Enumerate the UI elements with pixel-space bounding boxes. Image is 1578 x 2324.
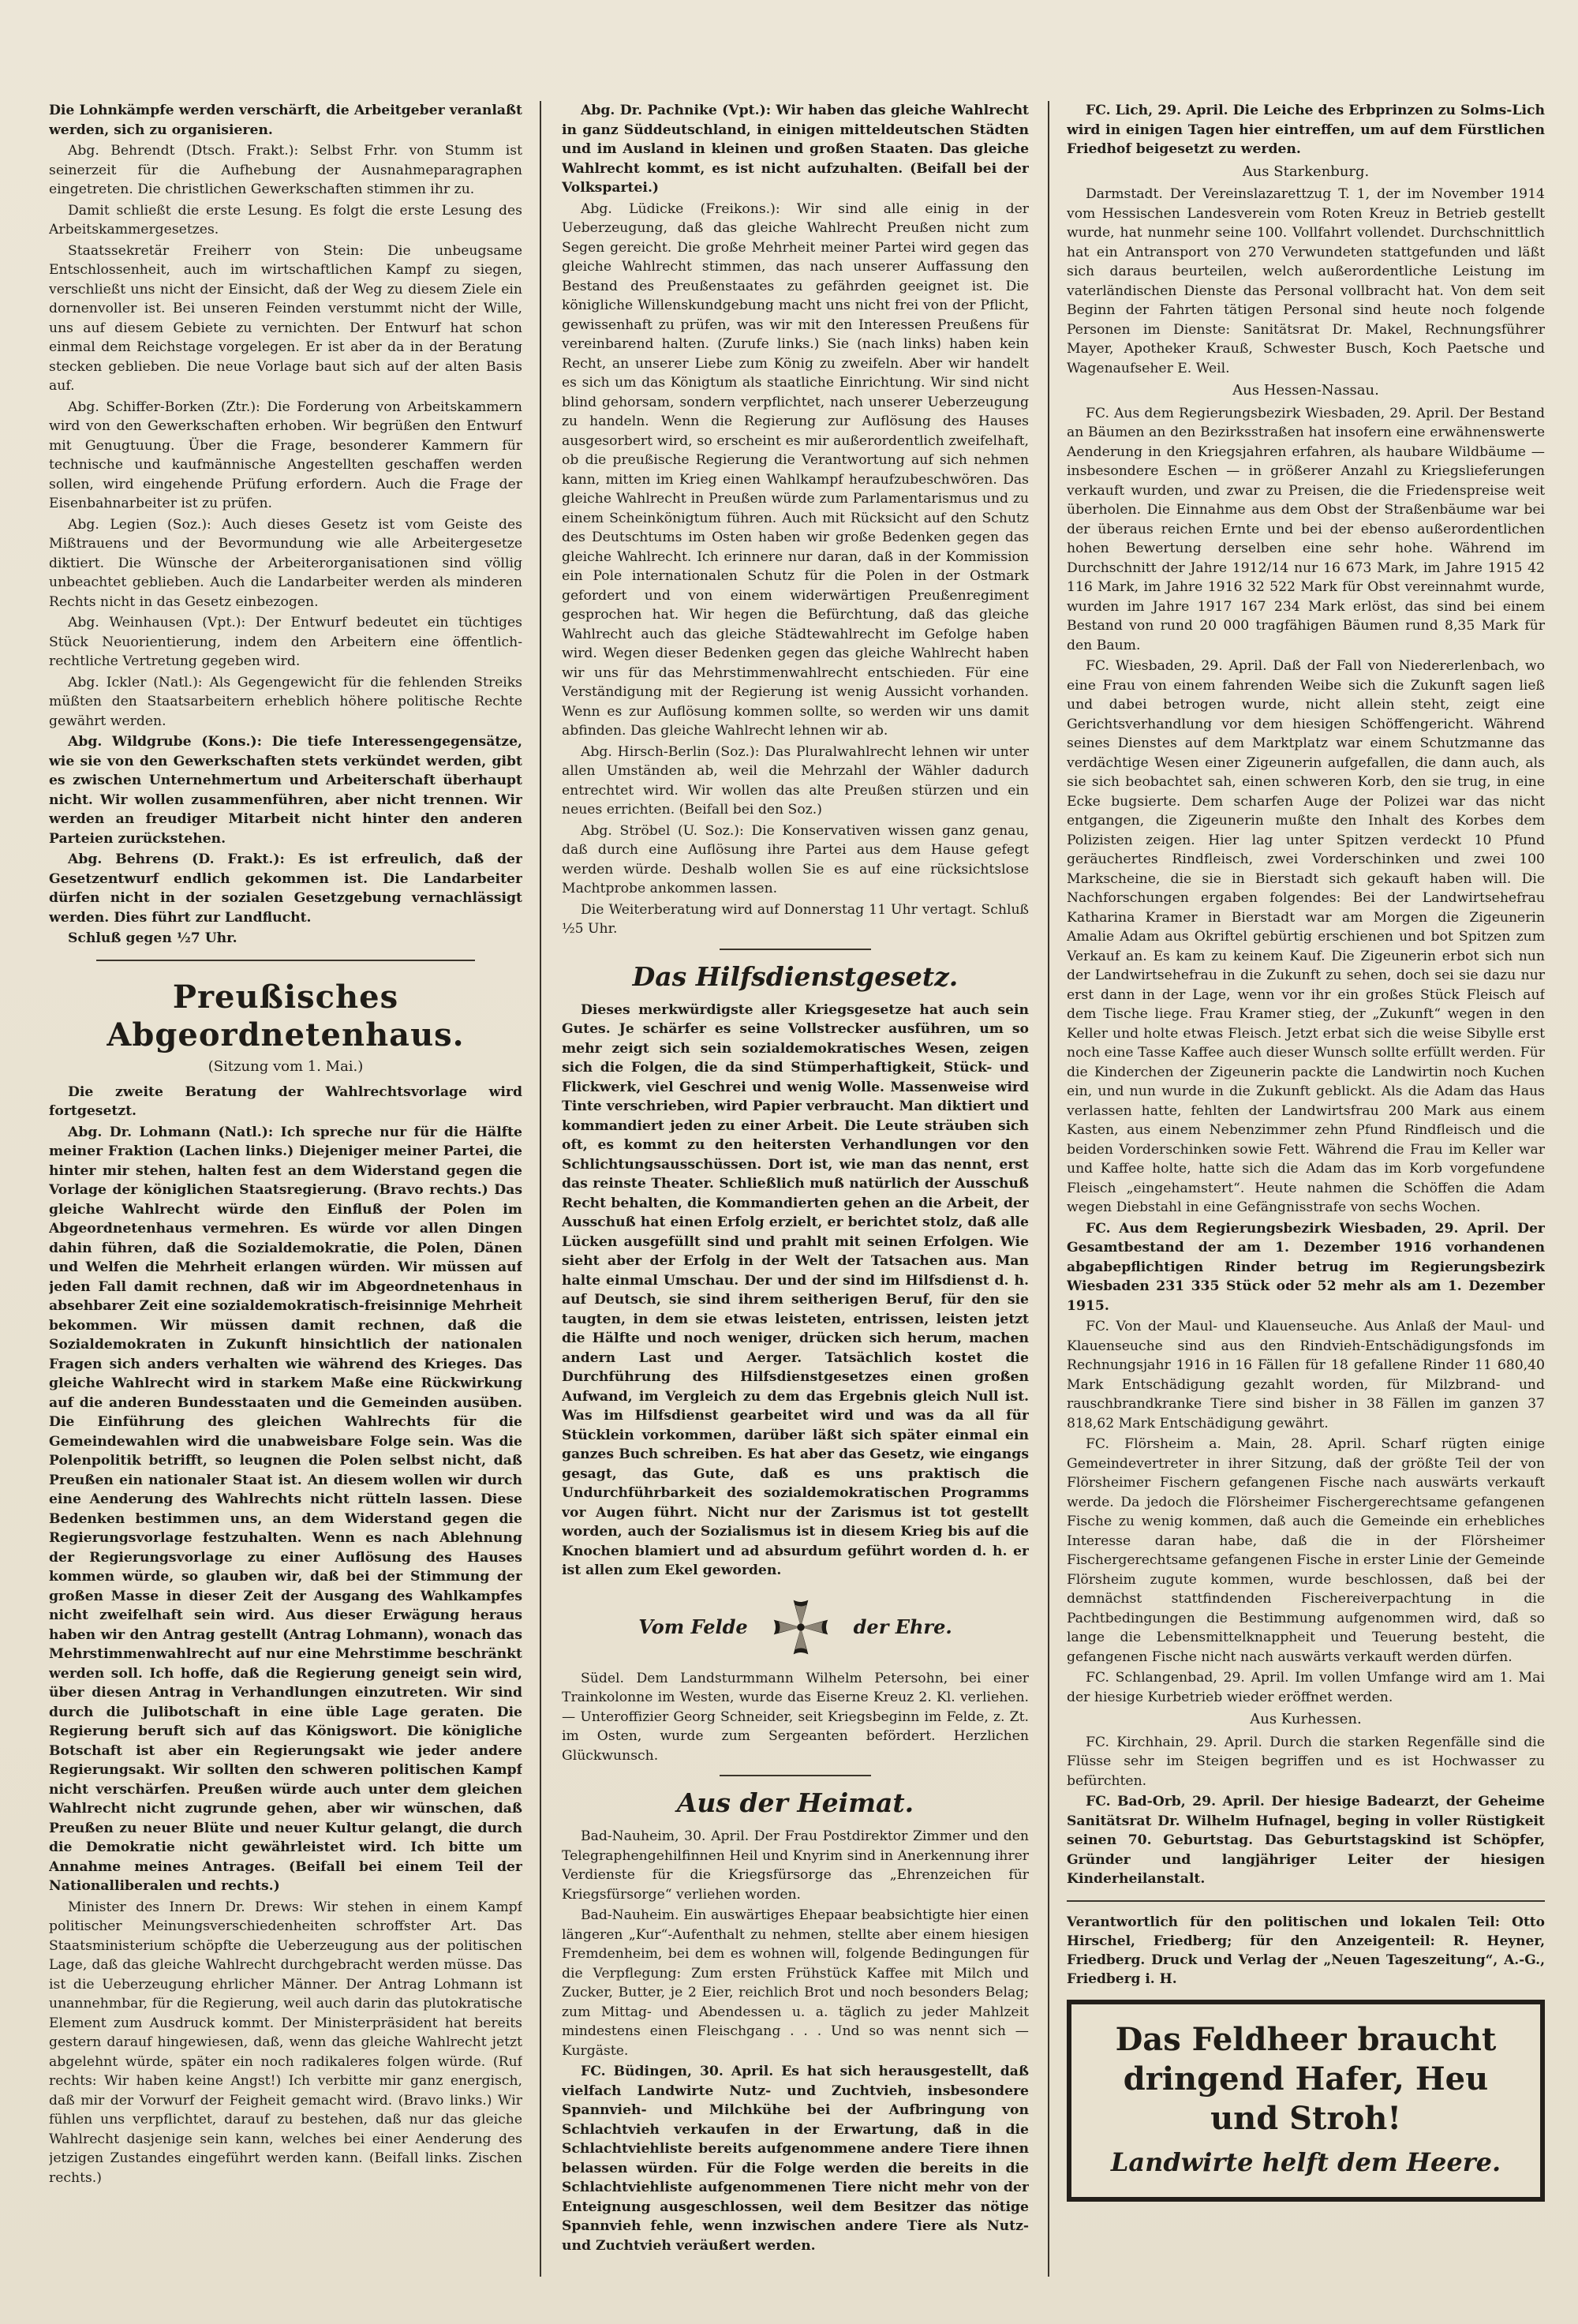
article-paragraph: Bad-Nauheim, 30. April. Der Frau Postdirektor Zimmer und den Telegraphengehilfinnen Heil und Knyrim sind in Anerkennung ihrer Verdienste für die Kriegsfürsorge das „Ehrenzeichen für Kriegsfürsorge“ verliehen worden.: [562, 1828, 1029, 1903]
article-paragraph: FC. Kirchhain, 29. April. Durch die starken Regenfälle sind die Flüsse sehr im Steigen begriffen und es ist Hochwasser zu befürchten.: [1067, 1734, 1545, 1789]
honor-heading-left: Vom Felde: [638, 1615, 748, 1638]
article-paragraph: FC. Büdingen, 30. April. Es hat sich herausgestellt, daß vielfach Landwirte Nutz- und Zuchtvieh, insbesondere Spannvieh- und Milchkühe bei der Aufbringung von Schlachtvieh verkaufen in der Erwartung, daß in die Schlachtviehliste bereits aufgenommene andere Tiere ihnen belassen würden. Für die Folge werden die bereits in die Schlachtviehliste aufgenommenen Tiere nicht mehr von der Enteignung ausgeschlossen, weil dem Besitzer das nötige Spannvieh fehle, wenn inzwischen andere Tiere als Nutz- und Zuchtvieh veräußert werden.: [562, 2064, 1029, 2254]
ad-line: Das Feldheer braucht: [1115, 2020, 1497, 2058]
article-paragraph: Darmstadt. Der Vereinslazarettzug T. 1, der im November 1914 vom Hessischen Landesverein vom Roten Kreuz in Betrieb gestellt wurde, hat nunmehr seine 100. Vollfahrt vollendet. Durchschnittlich hat ein Antransport von 270 Verwundeten stattgefunden und läßt sich daraus beurteilen, welch außerordentliche Leistung im vaterländischen Dienste das Personal vollbracht hat. Von dem seit Beginn der Fahrten tätigen Personal sind heute noch folgende Personen im Dienste: Sanitätsrat Dr. Makel, Rechnungsführer Mayer, Apotheker Krauß, Schwester Busch, Koch Paetsche und Wagenaufseher E. Weil.: [1067, 186, 1545, 376]
section-heading: Das Hilfsdienstgesetz.: [632, 960, 959, 992]
article-paragraph: Die Weiterberatung wird auf Donnerstag 11 Uhr vertagt. Schluß ½5 Uhr.: [562, 901, 1029, 937]
article-paragraph: Abg. Legien (Soz.): Auch dieses Gesetz ist vom Geiste des Mißtrauens und der Bevormundung wie alle Arbeitergesetze diktiert. Die Wünsche der Arbeiterorganisationen sind völlig unbeachtet geblieben. Auch die Landarbeiter werden als minderen Rechts nicht in das Gesetz einbezogen.: [49, 516, 522, 610]
article-paragraph: FC. Aus dem Regierungsbezirk Wiesbaden, 29. April. Der Gesamtbestand der am 1. Dezember 1916 vorhandenen abgabepflichtigen Rinder betrug im Regierungsbezirk Wiesbaden 231 335 Stück oder 52 mehr als am 1. Dezember 1915.: [1067, 1220, 1545, 1314]
article-paragraph: FC. Aus dem Regierungsbezirk Wiesbaden, 29. April. Der Bestand an Bäumen an den Bezirksstraßen hat insofern eine erwähnenswerte Aenderung in den Kriegsjahren erfahren, als haubare Wildbäume — insbesondere Eschen — in größerer Anzahl zu Kriegslieferungen verkauft wurden, und zwar zu Preisen, die die Friedenspreise weit überholen. Die Einnahme aus dem Obst der Straßenbäume war bei der überaus reichen Ernte und bei der ebenso außerordentlichen hohen Bewertung derselben eine sehr hohe. Während im Durchschnitt der Jahre 1912/14 nur 16 673 Mark, im Jahre 1915 42 116 Mark, im Jahre 1916 32 522 Mark für Obst vereinnahmt wurde, wurden im Jahre 1917 167 234 Mark erlöst, das sind bei einem Bestand von rund 20 000 tragfähigen Bäumen rund 8,35 Mark für den Baum.: [1067, 405, 1545, 653]
article-paragraph: Abg. Ickler (Natl.): Als Gegengewicht für die fehlenden Streiks müßten den Staatsarbeitern erheblich höhere politische Rechte gewährt werden.: [49, 674, 522, 729]
article-paragraph: Abg. Behrendt (Dtsch. Frakt.): Selbst Frhr. von Stumm ist seinerzeit für die Aufhebung der Ausnahmeparagraphen eingetreten. Die christlichen Gewerkschaften stimmen ihr zu.: [49, 143, 522, 197]
article-paragraph: Abg. Hirsch-Berlin (Soz.): Das Pluralwahlrecht lehnen wir unter allen Umständen ab, weil die Mehrzahl der Wähler dadurch entrechtet wird. Wir wollen das alte Preußen stürzen und ein neues errichten. (Beifall bei den Soz.): [562, 743, 1029, 818]
closing-line: Schluß gegen ½7 Uhr.: [68, 930, 237, 946]
column-right: [1067, 101, 1545, 2292]
article-paragraph: Minister des Innern Dr. Drews: Wir stehen in einem Kampf politischer Meinungsverschiedenheiten schroffster Art. Das Staatsministerium schöpfte die Ueberzeugung aus der politischen Lage, daß das gleiche Wahlrecht durchgebracht werden müsse. Das ist die Ueberzeugung ehrlicher Männer. Der Antrag Lohmann ist unannehmbar, für die Regierung, weil auch darin das plutokratische Element zum Ausdruck kommt. Der Ministerpräsident hat bereits gestern darauf hingewiesen, daß, wenn das gleiche Wahlrecht jetzt abgelehnt würde, später ein noch radikaleres folgen würde. (Ruf rechts: Wir haben keine Angst!) Ich verbitte mir ganz energisch, daß mir der Vorwurf der Feigheit gemacht wird. (Bravo links.) Wir fühlen uns verpflichtet, darauf zu bestehen, daß nur das gleiche Wahlrecht dasjenige sein kann, welches bei einer Aenderung des jetzigen Zustandes eingeführt werden kann. (Beifall links. Zischen rechts.): [49, 1899, 522, 2186]
column-middle: [562, 101, 1029, 2292]
article-paragraph: FC. Von der Maul- und Klauenseuche. Aus Anlaß der Maul- und Klauenseuche sind aus den Rindvieh-Entschädigungsfonds im Rechnungsjahr 1916 in 16 Fällen für 18 gefallene Rinder 11 680,40 Mark Entschädigung gezahlt worden, für Milzbrand- und rauschbrandkranke Tiere sind bisher in 38 Fällen im ganzen 37 818,62 Mark Entschädigung gewährt.: [1067, 1319, 1545, 1431]
article-paragraph: Bad-Nauheim. Ein auswärtiges Ehepaar beabsichtigte hier einen längeren „Kur“-Aufenthalt zu nehmen, stellte aber einem hiesigen Fremdenheim, bei dem es wohnen will, folgende Bedingungen für die Verpflegung: Zum ersten Frühstück Kaffee mit Milch und Zucker, Butter, je 2 Eier, reichlich Brot und noch besonders Belag; zum Mittag- und Abendessen u. a. täglich zu jeder Mahlzeit mindestens einen Fleischgang . . . Und so was nennt sich — Kurgäste.: [562, 1907, 1029, 2059]
divider: [1067, 1900, 1545, 1902]
article-paragraph: Dieses merkwürdigste aller Kriegsgesetze hat auch sein Gutes. Je schärfer es seine Vollstrecker ausführen, um so mehr zeigt sich sein sozialdemokratisches Wesen, zeigen sich die Folgen, die da sind Stümperhaftigkeit, Stück- und Flickwerk, viel Geschrei und wenig Wolle. Massenweise wird Tinte verschrieben, wird Papier verbraucht. Man diktiert und kommandiert jeden zu einer Arbeit. Die Leute sträuben sich oft, es kommt zu den heitersten Verhandlungen vor den Schlichtungsausschüssen. Dort ist, wie man das nennt, erst das reinste Theater. Schließlich muß natürlich der Ausschuß Recht behalten, die Kommandierten gehen an die Arbeit, der Ausschuß hat einen Erfolg erzielt, er berichtet stolz, daß alle Lücken ausgefüllt sind und prahlt mit seinen Erfolgen. Wie sieht aber der Erfolg in der Welt der Tatsachen aus. Man halte einmal Umschau. Der und der sind im Hilfsdienst d. h. auf Deutsch, sie sind ihrem seitherigen Beruf, für den sie taugten, in dem sie etwas leisteten, entrissen, leisten jetzt die Hälfte und noch weniger, drücken sich herum, machen andern Last und Aerger. Tatsächlich kostet die Durchführung des Hilfsdienstgesetzes einen großen Aufwand, im Vergleich zu dem das Ergebnis gleich Null ist. Was im Hilfsdienst gearbeitet wird und was da all für Stücklein vorkommen, darüber läßt sich später einmal ein ganzes Buch schreiben. Es hat aber das Gesetz, wie eingangs gesagt, das Gute, daß es uns praktisch die Undurchführbarkeit des sozialdemokratischen Programms vor Augen führt. Nicht nur der Zarismus ist tot gestellt worden, auch der Sozialismus ist in diesem Krieg bis auf die Knochen blamiert und ad absurdum geführt worden d. h. er ist allen zum Ekel geworden.: [562, 1001, 1029, 1578]
honor-heading: [562, 1596, 1029, 1658]
column-rule: [1048, 101, 1049, 2277]
column-rule: [540, 101, 541, 2277]
section-heading: Aus der Heimat.: [676, 1787, 914, 1818]
ad-line: dringend Hafer, Heu: [1123, 2060, 1489, 2098]
imprint: Verantwortlich für den politischen und lokalen Teil: Otto Hirschel, Friedberg; für den Anzeigenteil: R. Heyner, Friedberg. Druck und Verlag der „Neuen Tageszeitung“, A.-G., Friedberg i. H.: [1067, 1914, 1545, 1987]
divider: [96, 960, 475, 961]
divider: [720, 1775, 871, 1776]
region-heading: Aus Hessen-Nassau.: [1232, 382, 1379, 399]
article-paragraph: Abg. Behrens (D. Frakt.): Es ist erfreulich, daß der Gesetzentwurf endlich gekommen ist. Die Landarbeiter dürfen nicht in der sozialen Gesetzgebung vernachlässigt werden. Dies führt zur Landflucht.: [49, 851, 522, 926]
region-heading: Aus Starkenburg.: [1242, 163, 1370, 180]
article-paragraph: Damit schließt die erste Lesung. Es folgt die erste Lesung des Arbeitskammergesetzes.: [49, 202, 522, 238]
article-paragraph: Staatssekretär Freiherr von Stein: Die unbeugsame Entschlossenheit, auch im wirtschaftlichen Kampf zu siegen, verschließt uns nicht der Einsicht, daß der Weg zu diesem Ziele ein dornenvoller ist. Bei unseren Feinden verstummt nicht der Wille, uns auf diesem Gebiete zu vernichten. Der Entwurf hat schon einmal dem Reichstage vorgelegen. Er ist aber da in der Beratung stecken geblieben. Die neue Vorlage baut sich auf der alten Basis auf.: [49, 242, 522, 394]
article-paragraph: FC. Bad-Orb, 29. April. Der hiesige Badearzt, der Geheime Sanitätsrat Dr. Wilhelm Hufnagel, beging in voller Rüstigkeit seinen 70. Geburtstag. Das Geburtstagskind ist Schöpfer, Gründer und langjähriger Leiter der hiesigen Kinderheilanstalt.: [1067, 1794, 1545, 1887]
column-left: [49, 101, 522, 2292]
article-paragraph: FC. Flörsheim a. Main, 28. April. Scharf rügten einige Gemeindevertreter in ihrer Sitzung, daß der größte Teil der von Flörsheimer Fischern gefangenen Fische nach auswärts verkauft werde. Da jedoch die Flörsheimer Fischergerechtsame gefangenen Fische zu wenig kommen, daß auch die Gemeinde ein erhebliches Interesse daran habe, daß die in der Flörsheimer Fischergerechtsame gefangenen Fische in erster Linie der Gemeinde Flörsheim zugute kommen, wurde beschlossen, daß bei der demnächst stattfindenden Fischereiverpachtung in die Pachtbedingungen die Bestimmung aufgenommen wird, daß so lange die Lebensmittelknappheit und Teuerung besteht, die gefangenen Fische nicht nach auswärts verkauft werden dürfen.: [1067, 1436, 1545, 1665]
article-paragraph: Abg. Ströbel (U. Soz.): Die Konservativen wissen ganz genau, daß durch eine Auflösung ihre Partei aus dem Hause gefegt werden würde. Deshalb wollen Sie es auf eine rücksichtslose Machtprobe ankommen lassen.: [562, 822, 1029, 896]
article-paragraph: Abg. Lüdicke (Freikons.): Wir sind alle einig in der Ueberzeugung, daß das gleiche Wahlrecht Preußen nicht zum Segen gereicht. Die große Mehrheit meiner Partei wird gegen das gleiche Wahlrecht stimmen, das nach unserer Auffassung den Bestand des Preußenstaates zu gefährden geeignet ist. Die königliche Willenskundgebung macht uns nicht frei von der Pflicht, gewissenhaft zu prüfen, was wir mit den Interessen Preußens für vereinbarend halten. (Zurufe links.) Sie (nach links) haben kein Recht, an unserer Liebe zum König zu zweifeln. Aber wir handelt es sich um das Königtum als staatliche Einrichtung. Wir sind nicht blind gehorsam, sondern verpflichtet, nach unserer Ueberzeugung zu handeln. Wenn die Regierung zur Auflösung des Hauses ausgesorbert wird, so erscheint es mir außerordentlich zweifelhaft, ob die preußische Regierung die Verantwortung auf sich nehmen kann, mitten im Krieg einen Wahlkampf heraufzubeschwören. Das gleiche Wahlrecht in Preußen würde zum Parlamentarismus und zu einem Scheinkönigtum führen. Auch mit Rücksicht auf den Schutz des Deutschtums im Osten haben wir große Bedenken gegen das gleiche Wahlrecht. Ich erinnere nur daran, daß in der Kommission ein Pole internationalen Schutz für die Polen in der Ostmark gefordert und von einem widerwärtigen Preußenregiment gesprochen hat. Wir hegen die Befürchtung, daß das gleiche Wahlrecht auch das gleiche Städtewahlrecht im Gefolge haben wird. Wegen dieser Bedenken gegen das gleiche Wahlrecht haben wir uns für das Mehrstimmenwahlrecht entschieden. Für eine Verständigung mit der Regierung ist wenig Aussicht vorhanden. Wenn es zur Auflösung kommen sollte, so werden wir uns damit abfinden. Das gleiche Wahlrecht lehnen wir ab.: [562, 200, 1029, 739]
section-subheading: (Sitzung vom 1. Mai.): [208, 1057, 364, 1075]
ad-line: Landwirte helft dem Heere.: [1110, 2146, 1501, 2177]
iron-cross-icon: [770, 1596, 832, 1658]
article-paragraph: Die zweite Beratung der Wahlrechtsvorlage wird fortgesetzt.: [49, 1083, 522, 1119]
article-paragraph: Abg. Weinhausen (Vpt.): Der Entwurf bedeutet ein tüchtiges Stück Neuorientierung, indem den Arbeitern eine öffentlich-rechtliche Vertretung gegeben wird.: [49, 615, 522, 669]
article-paragraph: Abg. Wildgrube (Kons.): Die tiefe Interessengegensätze, wie sie von den Gewerkschaften stets verkündet werden, gibt es zwischen Unternehmertum und Arbeiterschaft überhaupt nicht. Wir wollen zusammenführen, aber nicht trennen. Wir werden an freudiger Mitarbeit nicht hinter den anderen Parteien zurückstehen.: [49, 734, 522, 847]
advertisement-box: [1067, 2000, 1545, 2202]
article-paragraph: Abg. Dr. Lohmann (Natl.): Ich spreche nur für die Hälfte meiner Fraktion (Lachen links.) Diejeniger meiner Partei, die hinter mir stehen, halten fest an dem Widerstand gegen die Vorlage der königlichen Staatsregierung. (Bravo rechts.) Das gleiche Wahlrecht würde den Einfluß der Polen im Abgeordnetenhaus vermehren. Es würde vor allen Dingen dahin führen, daß die Sozialdemokratie, die Polen, Dänen und Welfen die Mehrheit erlangen würden. Wir müssen auf jeden Fall damit rechnen, daß wir im Abgeordnetenhaus in absehbarer Zeit eine sozialdemokratisch-freisinnige Mehrheit bekommen. Wir müssen damit rechnen, daß die Sozialdemokraten in Zukunft hinsichtlich der nationalen Fragen sich anders verhalten wie während des Krieges. Das gleiche Wahlrecht wird in starkem Maße eine Rückwirkung auf die anderen Bundesstaaten und die Gemeinden ausüben. Die Einführung des gleichen Wahlrechts für die Gemeindewahlen wird die unabweisbare Folge sein. Was die Polenpolitik betrifft, so leugnen die Polen selbst nicht, daß Preußen ein nationaler Staat ist. An diesem wollen wir durch eine Aenderung des Wahlrechts nicht rütteln lassen. Diese Bedenken bestimmen uns, an dem Widerstand gegen die Regierungsvorlage festzuhalten. Wenn es nach Ablehnung der Regierungsvorlage zu einer Auflösung des Hauses kommen würde, so glauben wir, daß bei der Stimmung der großen Masse in dieser Zeit der Ausgang des Wahlkampfes nicht zweifelhaft sein wird. Aus dieser Erwägung heraus haben wir den Antrag gestellt (Antrag Lohmann), wonach das Mehrstimmenwahlrecht auf nur eine Mehrstimme beschränkt werden soll. Ich hoffe, daß die Regierung geneigt sein wird, über diesen Antrag in Verhandlungen einzutreten. Wir sind durch die Julibotschaft in eine üble Lage geraten. Die Regierung beruft sich auf das Königswort. Die königliche Botschaft ist aber ein Regierungsakt wie jeder andere Regierungsakt. Wir sollten den schweren politischen Kampf nicht verschärfen. Preußen würde auch unter dem gleichen Wahlrecht nicht zugrunde gehen, aber wir wünschen, daß Preußen zu neuer Blüte und neuer Kultur gelangt, die durch die Demokratie nicht gewährleistet wird. Ich bitte um Annahme meines Antrages. (Beifall bei einem Teil der Nationalliberalen und rechts.): [49, 1124, 522, 1894]
ad-line: und Stroh!: [1210, 2099, 1401, 2137]
article-paragraph: FC. Schlangenbad, 29. April. Im vollen Umfange wird am 1. Mai der hiesige Kurbetrieb wieder eröffnet werden.: [1067, 1670, 1545, 1705]
section-heading: Preußisches Abgeordnetenhaus.: [107, 978, 465, 1053]
article-paragraph: Abg. Dr. Pachnike (Vpt.): Wir haben das gleiche Wahlrecht in ganz Süddeutschland, in einigen mitteldeutschen Städten und im Ausland in kleinen und großen Staaten. Das gleiche Wahlrecht kommt, es ist nicht aufzuhalten. (Beifall bei der Volkspartei.): [562, 103, 1029, 196]
article-paragraph: Abg. Schiffer-Borken (Ztr.): Die Forderung von Arbeitskammern wird von den Gewerkschaften erhoben. Wir begrüßen den Entwurf mit Genugtuung. Über die Frage, besonderer Kammern für technische und kaufmännische Angestellten geschaffen werden sollen, wird eingehende Prüfung erfordern. Auch die Frage der Eisenbahnarbeiter ist zu prüfen.: [49, 399, 522, 511]
divider: [720, 949, 871, 950]
region-heading: Aus Kurhessen.: [1250, 1711, 1362, 1727]
article-paragraph: FC. Wiesbaden, 29. April. Daß der Fall von Niedererlenbach, wo eine Frau von einem fahrenden Weibe sich die Zukunft sagen ließ und dabei betrogen wurde, nicht allein steht, zeigt eine Gerichtsverhandlung vor dem hiesigen Schöffengericht. Während seines Dienstes auf dem Marktplatz war einem Schutzmanne das verdächtige Wesen einer Zigeunerin aufgefallen, die dann auch, als sie sich beobachtet sah, einen schweren Korb, den sie trug, in eine Ecke bugsierte. Dem scharfen Auge der Polizei war das nicht entgangen, die Zigeunerin mußte den Inhalt des Korbes dem Polizisten zeigen. Hier lag unter Spitzen verdeckt 10 Pfund geräuchertes Rindfleisch, zwei Vorderschinken und zwei 100 Markscheine, die sie in Bierstadt sich gekauft haben will. Die Nachforschungen ergaben folgendes: Bei der Landwirtsehefrau Katharina Kramer in Bierstadt war am Morgen die Zigeunerin Amalie Adam aus Okriftel gebürtig erschienen und bot Spitzen zum Verkauf an. Es kam zu keinem Kauf. Die Zigeunerin erbot sich nun der Landwirtsehefrau in die Zukunft zu sehen, doch sei sie dazu nur erst dann in der Lage, wenn vor ihr ein großes Stück Fleisch auf dem Tische liege. Frau Kramer stieg, der „Zukunft“ wegen in den Keller und holte etwas Fleisch. Jetzt erbat sich die weise Sibylle erst noch eine Tasse Kaffee auch dieser Wunsch sollte erfüllt werden. Für die Kinderchen der Zigeunerin packte die Landwirtin noch Kuchen ein, und nun wurde in die Zukunft geblickt. Als die Adam das Haus verlassen hatte, fehlten der Landwirtsfrau 200 Mark aus einem Kasten, aus einem Nebenzimmer zehn Pfund Rindfleisch und die beiden Vorderschinken sowie Fett. Während die Frau im Keller war und Kaffee holte, hatte sich die Adam das im Korb vorgefundene Fleisch „eingehamstert“. Heute nahmen die Schöffen die Adam wegen Diebstahl in eine Gefängnisstrafe von sechs Wochen.: [1067, 658, 1545, 1215]
article-paragraph: FC. Lich, 29. April. Die Leiche des Erbprinzen zu Solms-Lich wird in einigen Tagen hier eintreffen, um auf dem Fürstlichen Friedhof beigesetzt zu werden.: [1067, 103, 1545, 157]
article-paragraph: Die Lohnkämpfe werden verschärft, die Arbeitgeber veranlaßt werden, sich zu organisieren.: [49, 103, 522, 138]
honor-heading-right: der Ehre.: [853, 1615, 952, 1638]
article-paragraph: Südel. Dem Landsturmmann Wilhelm Petersohn, bei einer Trainkolonne im Westen, wurde das Eiserne Kreuz 2. Kl. verliehen. — Unteroffizier Georg Schneider, seit Kriegsbeginn im Felde, z. Zt. im Osten, wurde zum Sergeanten befördert. Herzlichen Glückwunsch.: [562, 1670, 1029, 1764]
